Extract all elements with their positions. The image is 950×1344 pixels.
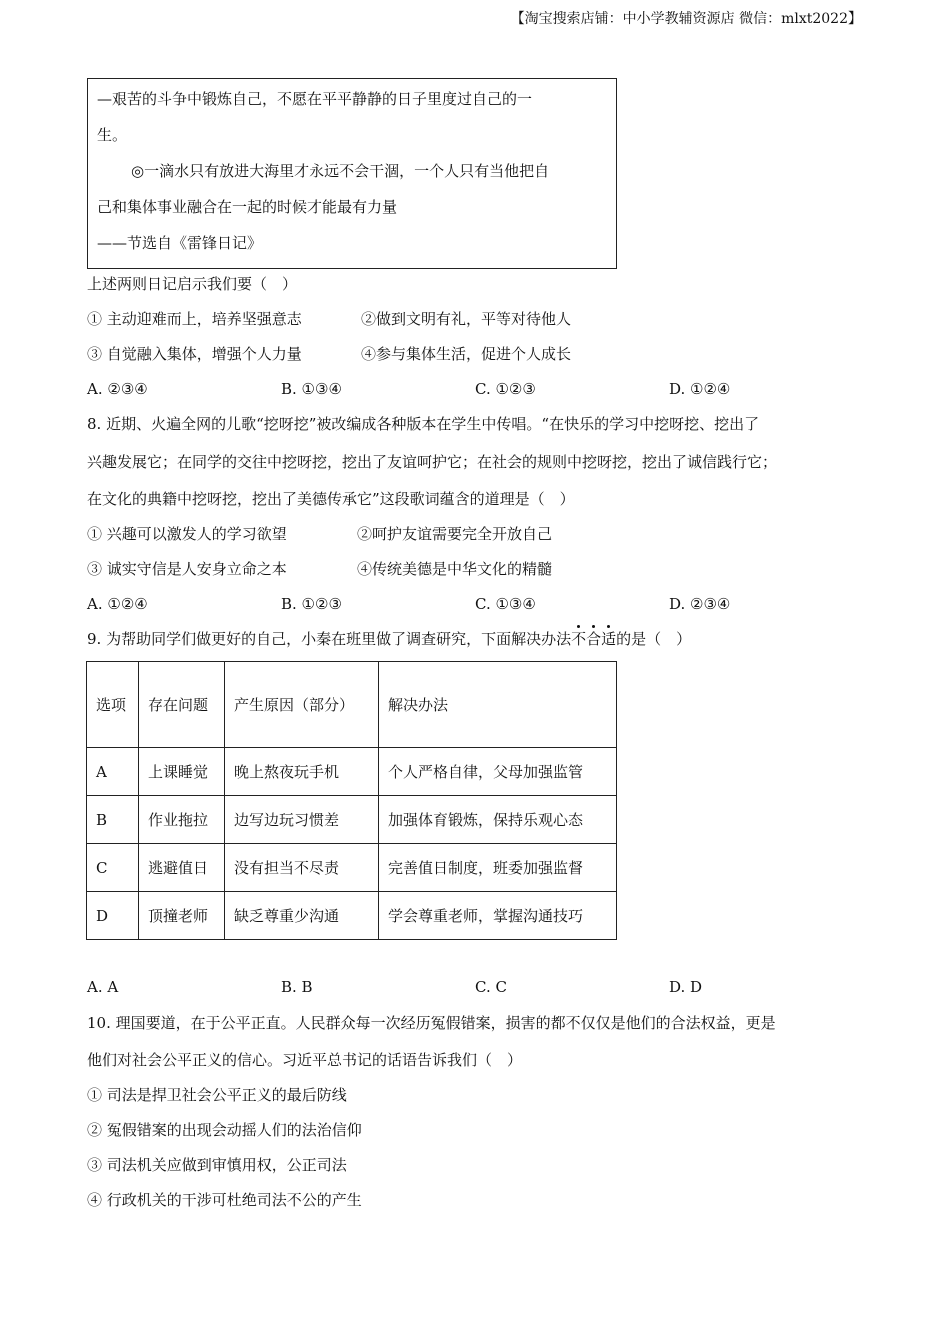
survey-table: [86, 661, 617, 940]
table-row: [87, 748, 617, 796]
table-cell: C: [87, 844, 139, 892]
q10-item: ② 冤假错案的出现会动摇人们的法治信仰: [87, 1121, 362, 1139]
q8-stem: 兴趣发展它；在同学的交往中挖呀挖，挖出了友谊呵护它；在社会的规则中挖呀挖，挖出了诚信践行它；: [87, 453, 778, 471]
table-cell: 边写边玩习惯差: [225, 796, 379, 844]
table-cell: 顶撞老师: [139, 892, 225, 940]
diary-quote-box: [87, 78, 617, 269]
table-cell: 缺乏尊重少沟通: [225, 892, 379, 940]
q10-item: ① 司法是捍卫社会公平正义的最后防线: [87, 1086, 347, 1104]
table-cell: 完善值日制度，班委加强监督: [379, 844, 617, 892]
q8-stem: 在文化的典籍中挖呀挖，挖出了美德传承它”这段歌词蕴含的道理是（ ）: [87, 490, 575, 508]
q10-item: ④ 行政机关的干涉可杜绝司法不公的产生: [87, 1191, 362, 1209]
q10-stem: 他们对社会公平正义的信心。习近平总书记的话语告诉我们（ ）: [87, 1051, 523, 1069]
table-cell: 逃避值日: [139, 844, 225, 892]
table-row: [87, 844, 617, 892]
q8-option-b[interactable]: B. ①②③: [281, 595, 342, 613]
quote-source: ——节选自《雷锋日记》: [97, 234, 263, 252]
table-cell: 晚上熬夜玩手机: [225, 748, 379, 796]
q10-item: ③ 司法机关应做到审慎用权，公正司法: [87, 1156, 347, 1174]
table-cell: 上课睡觉: [139, 748, 225, 796]
q9-option-d[interactable]: D. D: [669, 978, 703, 996]
q7-item: ③ 自觉融入集体，增强个人力量: [87, 345, 302, 363]
table-cell: D: [87, 892, 139, 940]
emphasis-char: 适: [601, 630, 617, 648]
quote-line: ◎一滴水只有放进大海里才永远不会干涸，一个人只有当他把自: [131, 162, 550, 180]
q8-option-c[interactable]: C. ①③④: [475, 595, 536, 613]
q8-stem: 8. 近期、火遍全网的儿歌“挖呀挖”被改编成各种版本在学生中传唱。“在快乐的学习中挖呀挖、挖出了: [87, 415, 760, 433]
q8-item: ① 兴趣可以激发人的学习欲望: [87, 525, 287, 543]
table-cell: A: [87, 748, 139, 796]
q9-stem-text: 9. 为帮助同学们做更好的自己，小秦在班里做了调查研究，下面解决办法: [87, 630, 572, 648]
q8-option-a[interactable]: A. ①②④: [87, 595, 148, 613]
table-header-row: [87, 662, 617, 748]
quote-line: 己和集体事业融合在一起的时候才能最有力量: [97, 198, 398, 216]
q9-stem: [87, 629, 691, 649]
table-row: [87, 892, 617, 940]
table-header: 存在问题: [139, 662, 225, 748]
table-header: 选项: [87, 662, 139, 748]
table-header: 解决办法: [379, 662, 617, 748]
q9-stem-text: 的是（ ）: [616, 630, 692, 648]
q10-stem: 10. 理国要道，在于公平正直。人民群众每一次经历冤假错案，损害的都不仅仅是他们的合法权益，更是: [87, 1014, 776, 1032]
q7-item: ④参与集体生活，促进个人成长: [361, 345, 572, 363]
q7-item: ②做到文明有礼，平等对待他人: [361, 310, 572, 328]
table-cell: 加强体育锻炼，保持乐观心态: [379, 796, 617, 844]
table-cell: 作业拖拉: [139, 796, 225, 844]
q9-option-b[interactable]: B. B: [281, 978, 313, 996]
q7-option-a[interactable]: A. ②③④: [87, 380, 148, 398]
table-cell: B: [87, 796, 139, 844]
table-cell: 学会尊重老师，掌握沟通技巧: [379, 892, 617, 940]
q8-item: ②呵护友谊需要完全开放自己: [357, 525, 553, 543]
q7-stem: 上述两则日记启示我们要（ ）: [87, 275, 298, 293]
q8-item: ③ 诚实守信是人安身立命之本: [87, 560, 287, 578]
quote-line: 生。: [97, 126, 128, 144]
q7-option-b[interactable]: B. ①③④: [281, 380, 342, 398]
q8-item: ④传统美德是中华文化的精髓: [357, 560, 553, 578]
quote-line: —艰苦的斗争中锻炼自己，不愿在平平静静的日子里度过自己的一: [97, 90, 533, 108]
table-header: 产生原因（部分）: [225, 662, 379, 748]
q9-option-c[interactable]: C. C: [475, 978, 507, 996]
q8-option-d[interactable]: D. ②③④: [669, 595, 731, 613]
page-header: 【淘宝搜索店铺：中小学教辅资源店 微信：mlxt2022】: [510, 11, 862, 27]
emphasis-char: 不: [571, 630, 587, 648]
q7-item: ① 主动迎难而上，培养坚强意志: [87, 310, 302, 328]
table-cell: 个人严格自律，父母加强监管: [379, 748, 617, 796]
table-cell: 没有担当不尽责: [225, 844, 379, 892]
emphasis-char: 合: [586, 630, 602, 648]
q7-option-d[interactable]: D. ①②④: [669, 380, 731, 398]
table-row: [87, 796, 617, 844]
q7-option-c[interactable]: C. ①②③: [475, 380, 536, 398]
q9-option-a[interactable]: A. A: [87, 978, 119, 996]
